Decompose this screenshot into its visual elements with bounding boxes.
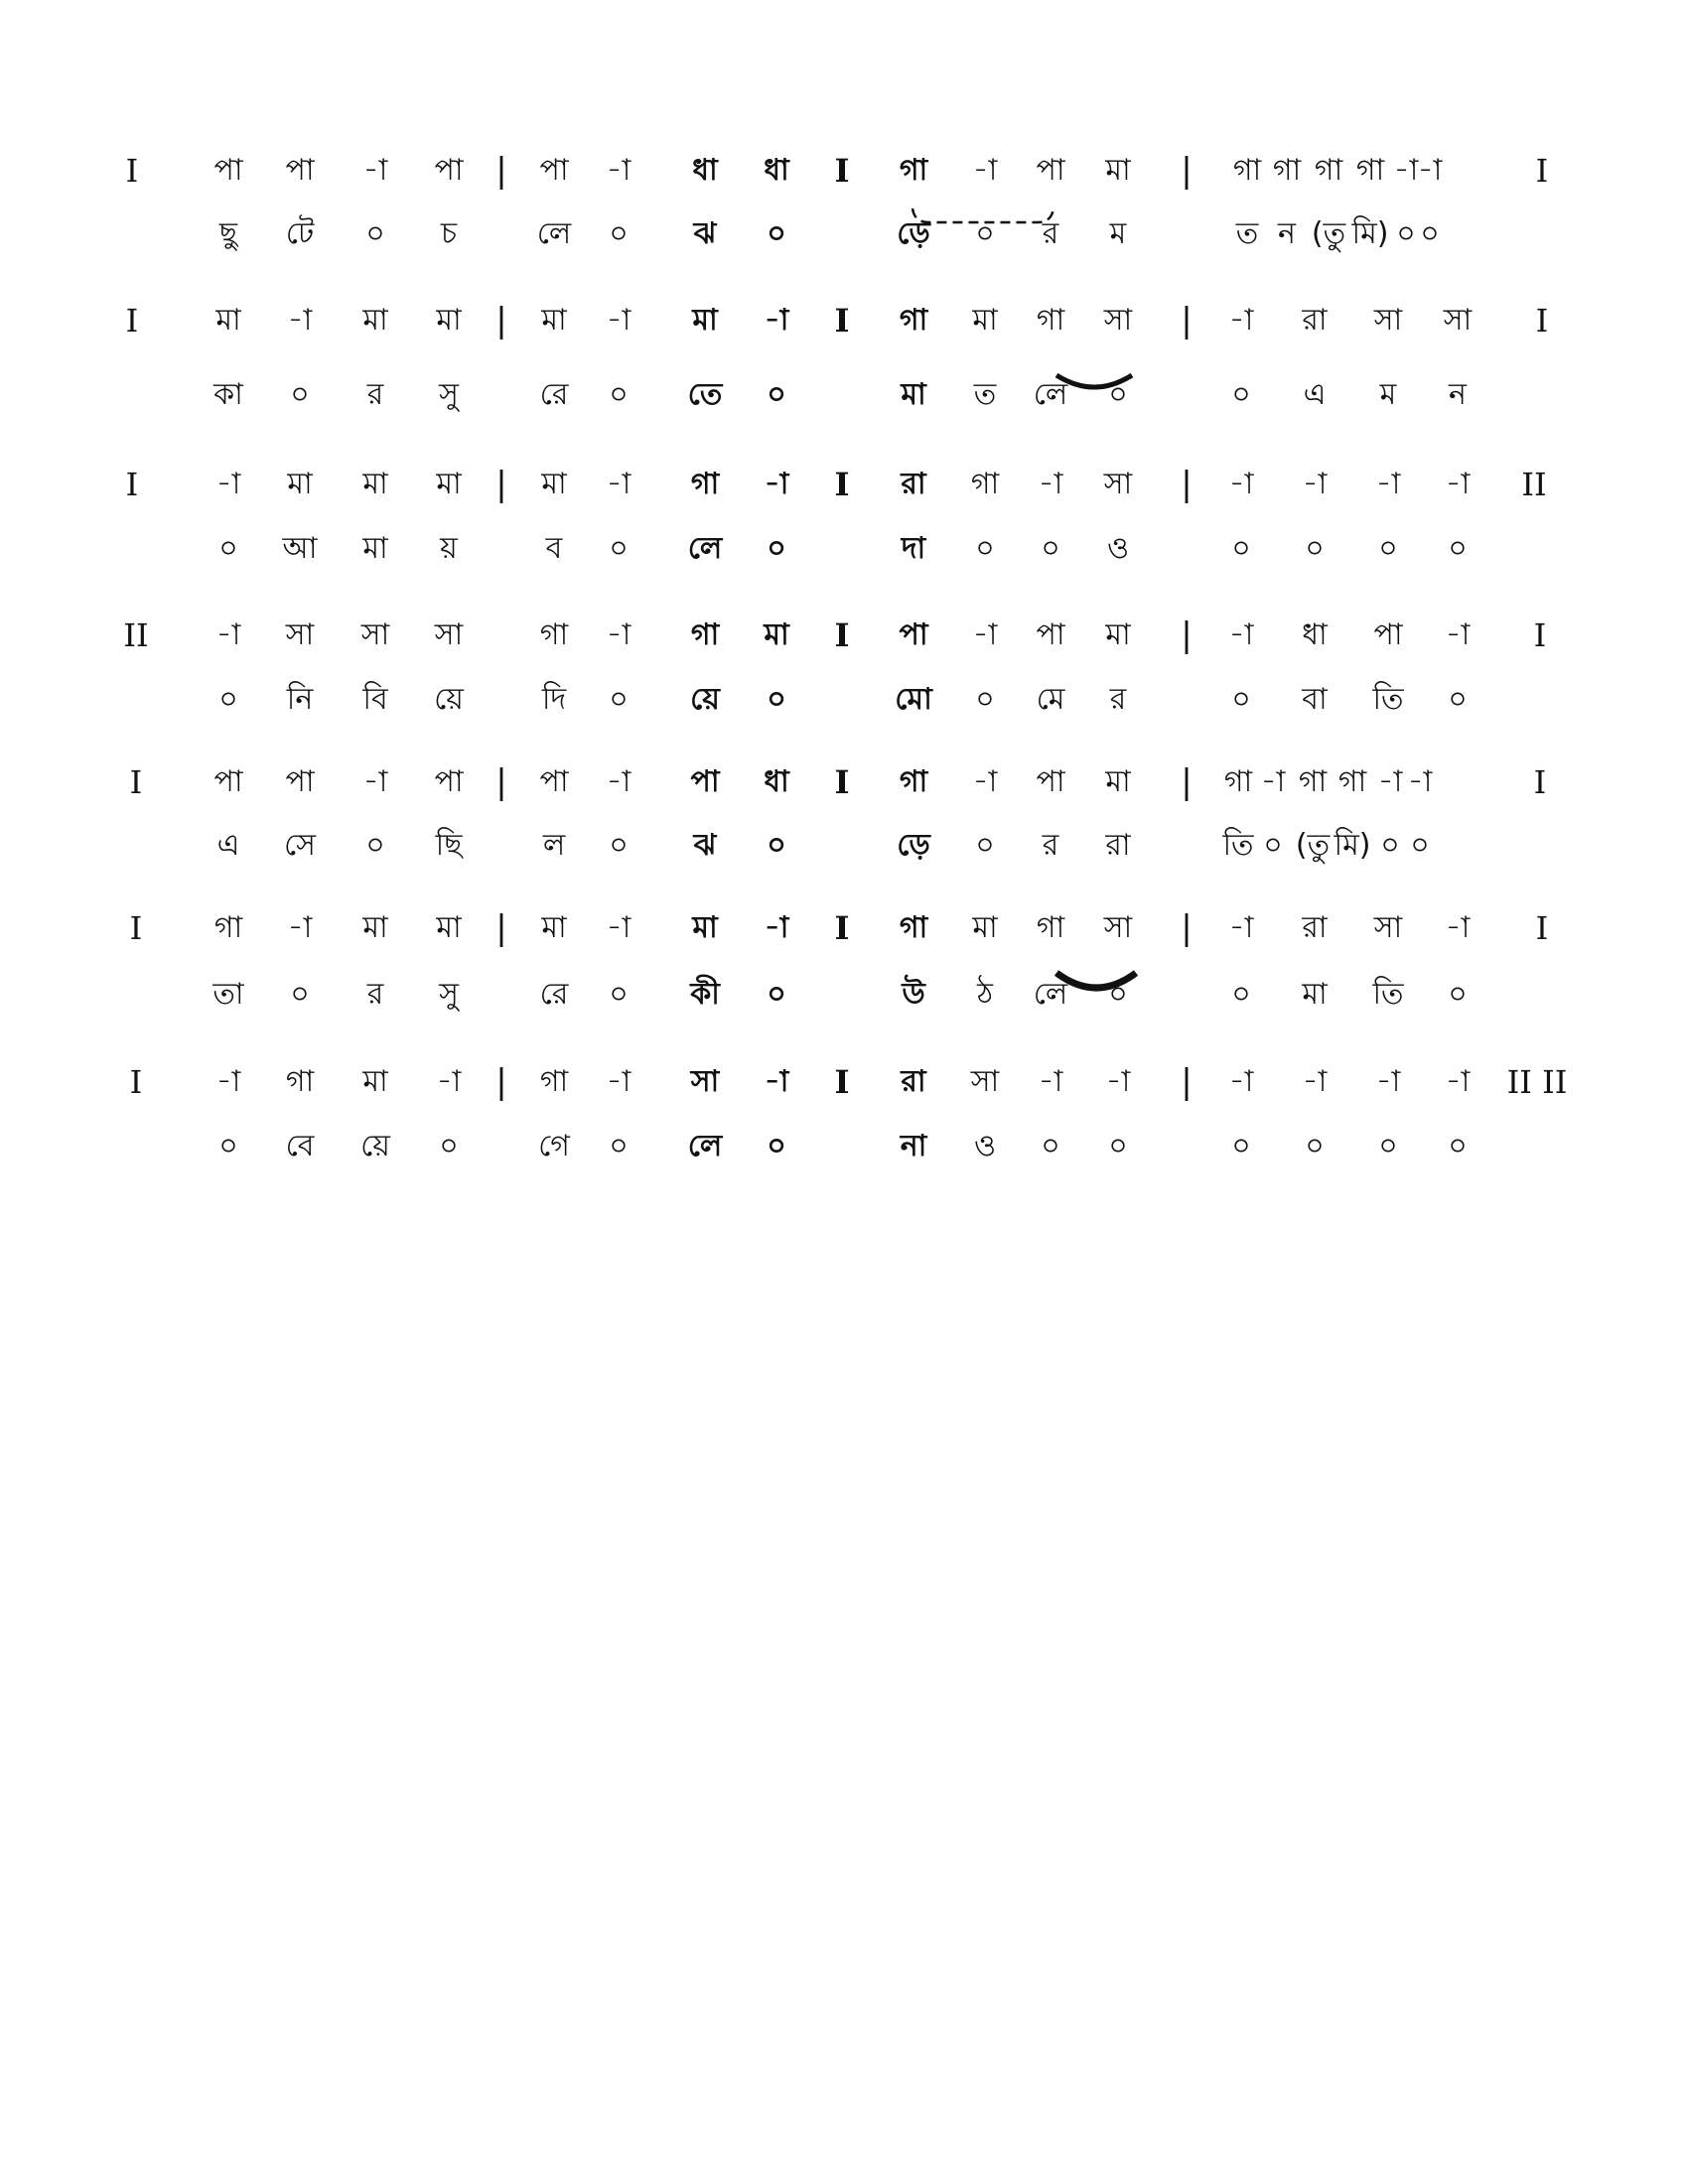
lyric-cell: মা: [1302, 977, 1328, 1012]
note-cell: -া: [972, 153, 998, 188]
note-cell: -া: [215, 1064, 241, 1099]
lyric-cell: ০: [609, 977, 629, 1012]
lyric-cell: মি): [1351, 216, 1389, 251]
beat-divider: |: [1181, 301, 1193, 341]
lyric-cell: সে: [284, 828, 316, 863]
lyric-cell: কী: [690, 977, 720, 1012]
bar-line: I: [129, 1063, 143, 1101]
note-cell: পা: [213, 153, 243, 188]
lyric-line: [0, 816, 1688, 876]
lyric-cell: লে: [536, 216, 572, 251]
beat-divider: |: [1181, 465, 1193, 504]
note-cell: মা: [436, 467, 462, 501]
note-cell: রা: [901, 1064, 926, 1099]
lyric-cell: ঝ: [693, 216, 717, 251]
lyric-cell: ০: [609, 377, 629, 412]
lyric-cell: ০: [1041, 531, 1060, 566]
lyric-cell: নি: [286, 682, 314, 717]
bar-line: I: [834, 909, 850, 947]
beat-divider: |: [495, 908, 507, 948]
note-cell: ধা: [692, 153, 718, 188]
lyric-cell: ঝ: [693, 828, 717, 863]
lyric-cell: দি: [541, 682, 567, 717]
lyric-cell: ০: [1305, 531, 1325, 566]
note-cell: মা: [287, 467, 313, 501]
bar-line: I: [834, 616, 850, 654]
lyric-cell: ০: [609, 216, 629, 251]
note-cell: -া: [1228, 467, 1254, 501]
note-cell: মা: [362, 303, 388, 338]
lyric-cell: চ: [440, 216, 458, 251]
note-cell: মা: [362, 467, 388, 501]
bar-line: I: [125, 152, 139, 190]
note-cell: -া: [1375, 467, 1401, 501]
note-cell: গা: [899, 153, 928, 188]
note-cell: -া: [1445, 467, 1471, 501]
note-cell: গা: [1223, 764, 1253, 799]
note-cell: রা: [1302, 910, 1328, 945]
lyric-cell: রে: [539, 977, 569, 1012]
note-cell: -া: [606, 467, 632, 501]
bar-line: I: [834, 302, 850, 340]
lyric-cell: ০: [609, 682, 629, 717]
note-cell: -া: [1377, 764, 1403, 799]
note-cell: -া: [1228, 910, 1254, 945]
slur-mark: [1053, 969, 1140, 995]
lyric-cell: র: [366, 377, 384, 412]
lyric-cell: ছি: [435, 828, 463, 863]
lyric-cell: ০: [609, 1129, 629, 1163]
note-cell: গা: [539, 1064, 569, 1099]
lyric-cell: ড়ে: [897, 216, 930, 251]
note-cell: পা: [539, 764, 569, 799]
lyric-line: [0, 965, 1688, 1024]
note-cell: মা: [1105, 764, 1131, 799]
note-cell: সা: [285, 617, 315, 652]
beat-divider: |: [495, 762, 507, 802]
lyric-cell: ০: [218, 531, 238, 566]
lyric-cell: লে: [1033, 977, 1068, 1012]
lyric-cell: ০: [1420, 216, 1440, 251]
lyric-cell: ০: [1448, 682, 1468, 717]
note-cell: -া: [1445, 1064, 1471, 1099]
lyric-cell: ০: [767, 828, 786, 863]
notation-line: [0, 455, 1688, 514]
lyric-cell: ০: [218, 1129, 238, 1163]
lyric-cell: কা: [213, 377, 243, 412]
note-cell: গা: [690, 467, 720, 501]
lyric-cell: ০: [767, 682, 786, 717]
lyric-cell: না: [900, 1129, 927, 1163]
lyric-cell: ল: [542, 828, 566, 863]
beat-divider: |: [495, 465, 507, 504]
bar-line: I: [834, 466, 850, 503]
lyric-cell: য়ে: [360, 1129, 390, 1163]
lyric-cell: বি: [362, 682, 388, 717]
note-cell: -া: [1105, 1064, 1131, 1099]
note-cell: গা: [539, 617, 569, 652]
lyric-line: [0, 1117, 1688, 1176]
note-cell: মা: [1105, 617, 1131, 652]
note-cell: মা: [692, 910, 718, 945]
note-cell: -া: [1407, 764, 1433, 799]
lyric-cell: ম: [1109, 216, 1127, 251]
lyric-cell: (তু: [1295, 828, 1331, 863]
lyric-cell: এ: [1303, 377, 1327, 412]
lyric-cell: মা: [901, 377, 926, 412]
dashed-slur: [909, 206, 1057, 230]
note-cell: -া: [606, 764, 632, 799]
note-cell: সা: [1373, 910, 1403, 945]
lyric-cell: ব: [545, 531, 563, 566]
lyric-cell: ০: [1396, 216, 1416, 251]
note-cell: গা: [1232, 153, 1262, 188]
lyric-cell: উ: [902, 977, 925, 1012]
note-cell: গা: [970, 467, 1000, 501]
lyric-cell: ০: [609, 531, 629, 566]
note-cell: -া: [764, 467, 789, 501]
note-cell: গা: [899, 303, 928, 338]
lyric-cell: ০: [1448, 977, 1468, 1012]
note-cell: গা: [1272, 153, 1302, 188]
note-cell: পা: [1036, 153, 1065, 188]
lyric-cell: (তু: [1311, 216, 1346, 251]
note-cell: মা: [541, 910, 567, 945]
bar-line: I: [1535, 152, 1549, 190]
lyric-cell: রা: [1105, 828, 1131, 863]
notation-line: [0, 898, 1688, 958]
lyric-cell: বে: [285, 1129, 315, 1163]
lyric-cell: ০: [290, 977, 310, 1012]
notation-line: [0, 752, 1688, 812]
lyric-cell: ০: [1448, 1129, 1468, 1163]
note-cell: ধা: [764, 153, 789, 188]
note-cell: -া: [1393, 153, 1419, 188]
bar-line: II II: [1506, 1063, 1568, 1101]
lyric-cell: মি): [1334, 828, 1371, 863]
note-cell: -া: [606, 153, 632, 188]
note-cell: পা: [434, 153, 464, 188]
note-cell: গা: [899, 910, 928, 945]
lyric-cell: ০: [1380, 828, 1400, 863]
lyric-cell: ০: [439, 1129, 459, 1163]
lyric-cell: টে: [285, 216, 315, 251]
note-cell: পা: [285, 153, 315, 188]
bar-line: I: [834, 763, 850, 801]
note-cell: সা: [360, 617, 390, 652]
lyric-cell: আ: [282, 531, 318, 566]
notation-line: [0, 291, 1688, 350]
note-cell: -া: [606, 303, 632, 338]
note-cell: মা: [764, 617, 789, 652]
note-cell: গা: [285, 1064, 315, 1099]
lyric-cell: ০: [975, 828, 995, 863]
lyric-cell: য়ে: [434, 682, 464, 717]
note-cell: গা: [1298, 764, 1328, 799]
notation-line: [0, 1052, 1688, 1112]
note-cell: পা: [1036, 617, 1065, 652]
lyric-cell: লে: [687, 531, 723, 566]
note-cell: গা: [1355, 153, 1385, 188]
beat-divider: |: [495, 1062, 507, 1102]
lyric-line: [0, 670, 1688, 730]
note-cell: -া: [1228, 617, 1254, 652]
beat-divider: |: [1181, 1062, 1193, 1102]
note-cell: সা: [970, 1064, 1000, 1099]
note-cell: সা: [1103, 467, 1133, 501]
lyric-cell: তা: [212, 977, 244, 1012]
note-cell: মা: [436, 303, 462, 338]
lyric-cell: রে: [539, 377, 569, 412]
bar-line: I: [834, 1063, 850, 1101]
note-cell: -া: [606, 617, 632, 652]
lyric-cell: সু: [439, 377, 459, 412]
note-cell: -া: [764, 303, 789, 338]
note-cell: পা: [1373, 617, 1403, 652]
note-cell: সা: [1103, 910, 1133, 945]
note-cell: গা: [899, 764, 928, 799]
lyric-cell: ত: [973, 377, 997, 412]
bar-line: I: [1535, 909, 1549, 947]
beat-divider: |: [495, 301, 507, 341]
lyric-cell: গে: [538, 1129, 570, 1163]
beat-divider: |: [495, 151, 507, 191]
note-cell: -া: [1445, 910, 1471, 945]
lyric-cell: ০: [1231, 1129, 1251, 1163]
lyric-cell: ০: [1305, 1129, 1325, 1163]
lyric-cell: ০: [365, 216, 385, 251]
note-cell: সা: [434, 617, 464, 652]
lyric-cell: তি: [1372, 977, 1404, 1012]
note-cell: রা: [1302, 303, 1328, 338]
note-cell: মা: [692, 303, 718, 338]
note-cell: মা: [541, 303, 567, 338]
bar-line: I: [1533, 763, 1547, 801]
beat-divider: |: [1181, 762, 1193, 802]
note-cell: পা: [213, 764, 243, 799]
lyric-cell: দা: [901, 531, 926, 566]
note-cell: রা: [901, 467, 926, 501]
lyric-cell: ত: [1235, 216, 1259, 251]
lyric-cell: ০: [767, 977, 786, 1012]
lyric-cell: ন: [1278, 216, 1296, 251]
note-cell: মা: [436, 910, 462, 945]
note-cell: সা: [1373, 303, 1403, 338]
note-cell: -া: [1038, 467, 1063, 501]
lyric-cell: ০: [609, 828, 629, 863]
lyric-cell: ০: [767, 1129, 786, 1163]
note-cell: পা: [690, 764, 720, 799]
lyric-cell: ০: [975, 216, 995, 251]
bar-line: II: [123, 616, 149, 654]
bar-line: I: [1535, 302, 1549, 340]
lyric-cell: ও: [973, 1129, 997, 1163]
lyric-cell: ০: [767, 216, 786, 251]
note-cell: -া: [215, 617, 241, 652]
note-cell: -া: [287, 303, 313, 338]
lyric-cell: সু: [439, 977, 459, 1012]
lyric-cell: এ: [216, 828, 240, 863]
lyric-cell: ঠ: [976, 977, 994, 1012]
note-cell: মা: [215, 303, 241, 338]
note-cell: -া: [1260, 764, 1286, 799]
bar-line: I: [129, 909, 143, 947]
note-cell: মা: [972, 303, 998, 338]
lyric-cell: ০: [767, 531, 786, 566]
note-cell: -া: [972, 617, 998, 652]
note-cell: -া: [1302, 1064, 1328, 1099]
lyric-cell: ০: [1108, 977, 1128, 1012]
note-cell: -া: [1375, 1064, 1401, 1099]
note-cell: পা: [285, 764, 315, 799]
note-cell: ধা: [764, 764, 789, 799]
note-cell: মা: [541, 467, 567, 501]
note-cell: গা: [1337, 764, 1367, 799]
note-cell: -া: [764, 1064, 789, 1099]
note-cell: -া: [606, 910, 632, 945]
lyric-cell: র: [1042, 216, 1059, 251]
lyric-cell: মো: [895, 682, 932, 717]
note-cell: গা: [213, 910, 243, 945]
note-cell: পা: [539, 153, 569, 188]
lyric-cell: ন: [1449, 377, 1467, 412]
note-cell: পা: [1036, 764, 1065, 799]
beat-divider: |: [1181, 615, 1193, 655]
lyric-cell: ০: [1231, 682, 1251, 717]
lyric-cell: মা: [362, 531, 388, 566]
lyric-cell: তে: [687, 377, 723, 412]
note-cell: সা: [1443, 303, 1473, 338]
lyric-cell: র: [1042, 828, 1059, 863]
lyric-cell: ০: [290, 377, 310, 412]
lyric-cell: য়ে: [690, 682, 720, 717]
note-cell: গা: [1314, 153, 1343, 188]
note-cell: -া: [362, 153, 388, 188]
notation-line: [0, 606, 1688, 665]
lyric-cell: ম: [1379, 377, 1397, 412]
beat-divider: |: [1181, 908, 1193, 948]
bar-line: I: [125, 302, 139, 340]
note-cell: -া: [215, 467, 241, 501]
note-cell: সা: [1103, 303, 1133, 338]
lyric-cell: ০: [1231, 977, 1251, 1012]
note-cell: পা: [899, 617, 928, 652]
bar-line: I: [129, 763, 143, 801]
note-cell: -া: [764, 910, 789, 945]
bar-line: II: [1521, 466, 1547, 503]
note-cell: -া: [1302, 467, 1328, 501]
lyric-cell: ০: [1231, 377, 1251, 412]
slur-mark: [1053, 371, 1137, 393]
note-cell: -া: [1417, 153, 1443, 188]
lyric-cell: তি: [1372, 682, 1404, 717]
note-cell: ধা: [1302, 617, 1328, 652]
lyric-cell: ০: [1378, 1129, 1398, 1163]
lyric-cell: তি: [1222, 828, 1254, 863]
beat-divider: |: [1181, 151, 1193, 191]
lyric-cell: ০: [767, 377, 786, 412]
lyric-cell: ০: [1263, 828, 1283, 863]
note-cell: -া: [972, 764, 998, 799]
note-cell: -া: [362, 764, 388, 799]
note-cell: -া: [1228, 1064, 1254, 1099]
lyric-cell: লে: [1033, 377, 1068, 412]
note-cell: সা: [690, 1064, 720, 1099]
note-cell: পা: [434, 764, 464, 799]
note-cell: -া: [436, 1064, 462, 1099]
lyric-cell: ০: [1108, 377, 1128, 412]
note-cell: মা: [362, 1064, 388, 1099]
note-cell: মা: [972, 910, 998, 945]
lyric-cell: ছু: [218, 216, 238, 251]
note-cell: -া: [1038, 1064, 1063, 1099]
lyric-line: [0, 365, 1688, 425]
lyric-cell: ০: [1231, 531, 1251, 566]
lyric-cell: ০: [975, 682, 995, 717]
lyric-cell: ০: [1108, 1129, 1128, 1163]
lyric-cell: ০: [1378, 531, 1398, 566]
lyric-cell: লে: [687, 1129, 723, 1163]
lyric-cell: ০: [218, 682, 238, 717]
notation-line: [0, 141, 1688, 201]
note-cell: মা: [1105, 153, 1131, 188]
lyric-cell: ০: [1410, 828, 1430, 863]
bar-line: I: [834, 152, 850, 190]
note-cell: গা: [1036, 910, 1065, 945]
note-cell: মা: [362, 910, 388, 945]
note-cell: -া: [1228, 303, 1254, 338]
note-cell: গা: [1036, 303, 1065, 338]
note-cell: -া: [287, 910, 313, 945]
lyric-cell: ০: [1041, 1129, 1060, 1163]
lyric-cell: র: [1109, 682, 1127, 717]
lyric-cell: ও: [1106, 531, 1130, 566]
lyric-cell: ০: [365, 828, 385, 863]
bar-line: I: [1533, 616, 1547, 654]
note-cell: গা: [690, 617, 720, 652]
lyric-cell: মে: [1036, 682, 1065, 717]
lyric-cell: বা: [1302, 682, 1328, 717]
lyric-cell: য়: [440, 531, 458, 566]
lyric-line: [0, 519, 1688, 579]
lyric-line: [0, 205, 1688, 264]
lyric-cell: ড়ে: [897, 828, 930, 863]
lyric-cell: ০: [975, 531, 995, 566]
lyric-cell: ০: [1448, 531, 1468, 566]
note-cell: -া: [1445, 617, 1471, 652]
note-cell: -া: [606, 1064, 632, 1099]
lyric-cell: র: [366, 977, 384, 1012]
bar-line: I: [125, 466, 139, 503]
